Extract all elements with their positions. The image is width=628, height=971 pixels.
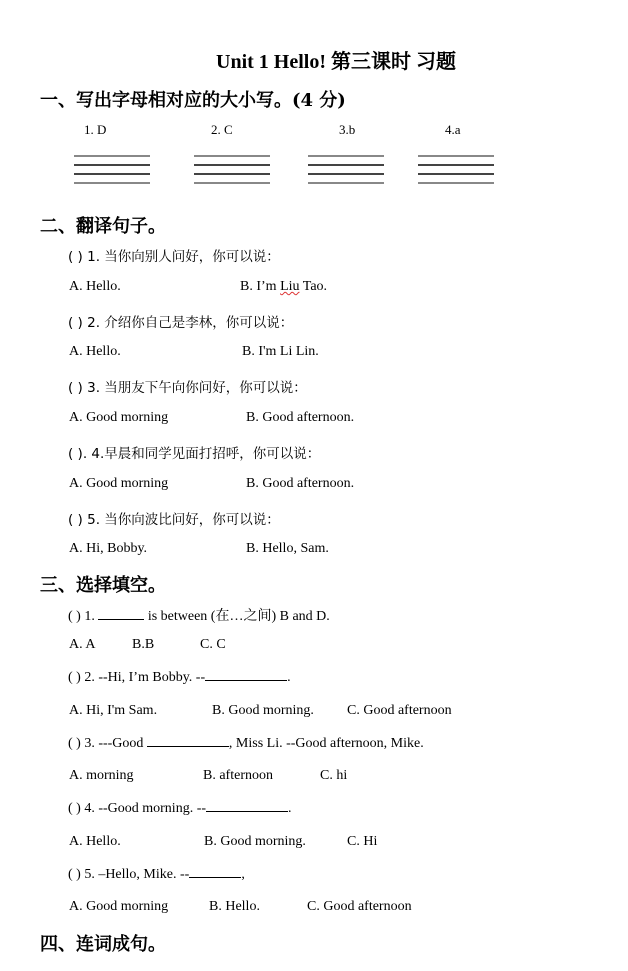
s2-q5-option-a: A. Hi, Bobby.	[69, 541, 148, 556]
s3-question-3: ( ) 3. ---Good , Miss Li. --Good afternoon, Mike.	[68, 736, 424, 751]
page-title: Unit 1 Hello! 第三课时 习题	[216, 51, 456, 73]
s2-question-3: ( ) 3. 当朋友下午向你问好，你可以说：	[68, 380, 307, 396]
s3-q5-option-b: B. Hello.	[209, 899, 260, 914]
s3-q5-option-c: C. Good afternoon	[307, 899, 412, 914]
s2-q5-option-b: B. Hello, Sam.	[246, 541, 329, 556]
s2-q4-option-a: A. Good morning	[69, 476, 169, 491]
letter-label-1: 1. D	[84, 122, 107, 137]
s3-q1-option-a: A. A	[69, 637, 96, 652]
writing-lines-4	[418, 155, 494, 191]
section-2-heading: 二、翻译句子。	[40, 216, 166, 237]
writing-lines-1	[74, 155, 150, 191]
s3-q4-option-c: C. Hi	[347, 834, 378, 849]
s3-q1-option-b: B.B	[132, 637, 155, 652]
section-4-heading: 四、连词成句。	[40, 934, 166, 955]
s3-q4-option-b: B. Good morning.	[204, 834, 306, 849]
s2-q2-option-a: A. Hello.	[69, 344, 121, 359]
s2-question-4: ( ). 4.早晨和同学见面打招呼，你可以说：	[68, 446, 321, 462]
s3-question-4: ( ) 4. --Good morning. -- .	[68, 801, 292, 816]
s3-q3-option-c: C. hi	[320, 768, 348, 783]
section-1-heading: 一、写出字母相对应的大小写。(4 分)	[40, 90, 346, 111]
s2-q3-option-a: A. Good morning	[69, 410, 169, 425]
s2-q1-option-b: B. I’m Liu Tao.	[240, 279, 328, 294]
s3-q2-option-c: C. Good afternoon	[347, 703, 452, 718]
writing-lines-2	[194, 155, 270, 191]
section-3-heading: 三、选择填空。	[40, 575, 166, 596]
s3-question-2: ( ) 2. --Hi, I’m Bobby. -- .	[68, 670, 291, 685]
s2-q2-option-b: B. I'm Li Lin.	[242, 344, 319, 359]
s3-q5-option-a: A. Good morning	[69, 899, 169, 914]
s2-q3-option-b: B. Good afternoon.	[246, 410, 355, 425]
s3-q3-option-a: A. morning	[69, 768, 134, 783]
s3-q2-option-a: A. Hi, I'm Sam.	[69, 703, 158, 718]
letter-label-2: 2. C	[211, 122, 233, 137]
letter-label-3: 3.b	[339, 122, 356, 137]
s2-question-5: ( ) 5. 当你向波比问好，你可以说：	[68, 512, 280, 528]
s3-q2-option-b: B. Good morning.	[212, 703, 314, 718]
letter-label-4: 4.a	[445, 122, 461, 137]
s2-q4-option-b: B. Good afternoon.	[246, 476, 355, 491]
s2-question-1: ( ) 1. 当你向别人问好，你可以说：	[68, 249, 280, 265]
s2-question-2: ( ) 2. 介绍你自己是李林，你可以说：	[68, 315, 294, 331]
s2-q1-option-a: A. Hello.	[69, 279, 121, 294]
s3-q3-option-b: B. afternoon	[203, 768, 273, 783]
s3-q4-option-a: A. Hello.	[69, 834, 121, 849]
s3-q1-option-c: C. C	[200, 637, 226, 652]
s3-question-1: ( ) 1. is between (在…之间) B and D.	[68, 609, 330, 624]
writing-lines-3	[308, 155, 384, 191]
s3-question-5: ( ) 5. –Hello, Mike. -- ,	[68, 867, 245, 882]
